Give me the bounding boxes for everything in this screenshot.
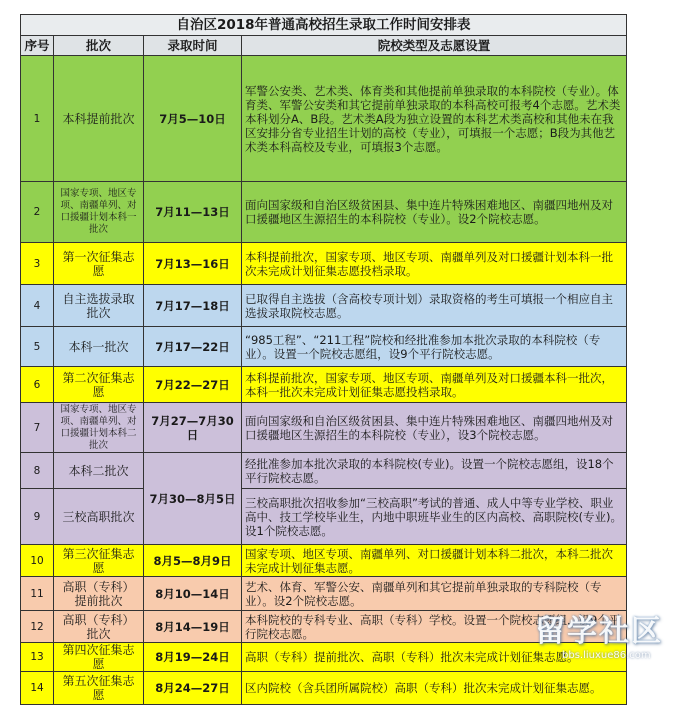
row-time: 7月13—16日 [144,243,242,285]
row-number: 10 [21,545,54,577]
schedule-table [20,14,627,705]
row-batch: 高职（专科）提前批次 [54,577,144,611]
row-description: 面向国家级和自治区级贫困县、集中连片特殊困难地区、南疆四地州及对口援疆地区生源招生的本科院校（专业），设3个院校志愿。 [242,403,627,453]
table-row [21,285,627,327]
row-batch: 第三次征集志愿 [54,545,144,577]
row-number: 3 [21,243,54,285]
row-time: 7月17—22日 [144,327,242,367]
row-description: 区内院校（含兵团所属院校）高职（专科）批次未完成计划征集志愿。 [242,672,627,705]
table-row [21,327,627,367]
row-time: 7月27—7月30日 [144,403,242,453]
row-number: 8 [21,453,54,489]
row-number: 1 [21,56,54,182]
watermark-url: bbs.liuxue86.com [562,650,651,661]
row-number: 7 [21,403,54,453]
row-batch: 本科一批次 [54,327,144,367]
table-row [21,182,627,243]
row-description: 已取得自主选拔（含高校专项计划）录取资格的考生可填报一个相应自主选拔录取院校志愿。 [242,285,627,327]
row-time: 8月14—19日 [144,611,242,643]
table-row [21,545,627,577]
table-row [21,672,627,705]
row-description: 面向国家级和自治区级贫困县、集中连片特殊困难地区、南疆四地州及对口援疆地区生源招生的本科院校（专业）。设2个院校志愿。 [242,182,627,243]
header-desc: 院校类型及志愿设置 [242,36,627,56]
row-number: 4 [21,285,54,327]
row-batch: 第二次征集志愿 [54,367,144,403]
row-batch: 自主选拔录取批次 [54,285,144,327]
row-number: 14 [21,672,54,705]
row-number: 9 [21,489,54,545]
row-number: 5 [21,327,54,367]
row-description: 三校高职批次招收参加“三校高职”考试的普通、成人中等专业学校、职业高中、技工学校毕业生，内地中职班毕业生的区内高校、高职院校(专业)。设1个院校志愿。 [242,489,627,545]
table-row [21,56,627,182]
table-row [21,489,627,545]
row-time: 8月19—24日 [144,643,242,672]
schedule-document [20,14,626,705]
row-description: 艺术、体育、军警公安、南疆单列和其它提前单独录取的专科院校（专业）。设2个院校志愿。 [242,577,627,611]
row-number: 2 [21,182,54,243]
row-time: 7月11—13日 [144,182,242,243]
row-time: 7月5—10日 [144,56,242,182]
row-description: 本科提前批次，国家专项、地区专项、南疆单列及对口援疆计划本科一批次未完成计划征集志愿投档录取。 [242,243,627,285]
table-row [21,453,627,489]
table-row [21,243,627,285]
row-description: 本科提前批次，国家专项、地区专项、南疆单列及对口援疆本科一批次，本科一批次未完成计划征集志愿投档录取。 [242,367,627,403]
header-batch: 批次 [54,36,144,56]
row-time: 7月22—27日 [144,367,242,403]
row-batch: 国家专项、地区专项、南疆单列、对口援疆计划本科一批次 [54,182,144,243]
row-batch: 国家专项、地区专项、南疆单列、对口援疆计划本科二批次 [54,403,144,453]
row-description: 国家专项、地区专项、南疆单列、对口援疆计划本科二批次，本科二批次未完成计划征集志愿。 [242,545,627,577]
row-time: 8月10—14日 [144,577,242,611]
row-description: 军警公安类、艺术类、体育类和其他提前单独录取的本科院校（专业）。体育类、军警公安类和其它提前单独录取的本科高校可报考4个志愿。艺术类本科划分A、B段。艺术类A段为独立设置的本科艺术类高校和其他未在我区安排分省专业招生计划的高校（专业），可填报一个志愿；B段为其他艺术类本科高校及专业，可填报3个志愿。 [242,56,627,182]
row-description: “985工程”、“211工程”院校和经批准参加本批次录取的本科院校（专业）。设置一个院校志愿组，设9个平行院校志愿。 [242,327,627,367]
row-description: 经批准参加本批次录取的本科院校(专业)。设置一个院校志愿组，设18个平行院校志愿。 [242,453,627,489]
row-number: 13 [21,643,54,672]
row-time: 8月24—27日 [144,672,242,705]
row-description: 本科院校的专科专业、高职（专科）学校。设置一个院校志愿组，设9个平行院校志愿。 [242,611,627,643]
row-time: 7月17—18日 [144,285,242,327]
row-time: 7月30—8月5日 [144,453,242,545]
row-batch: 三校高职批次 [54,489,144,545]
row-number: 12 [21,611,54,643]
watermark-logo-text: 留学社区 [535,614,663,649]
row-number: 6 [21,367,54,403]
row-description: 高职（专科）提前批次、高职（专科）批次未完成计划征集志愿。 [242,643,627,672]
header-time: 录取时间 [144,36,242,56]
table-row [21,403,627,453]
row-batch: 第四次征集志愿 [54,643,144,672]
row-batch: 本科提前批次 [54,56,144,182]
row-time: 8月5—8月9日 [144,545,242,577]
row-batch: 第一次征集志愿 [54,243,144,285]
header-no: 序号 [21,36,54,56]
row-batch: 高职（专科）批次 [54,611,144,643]
table-title: 自治区2018年普通高校招生录取工作时间安排表 [21,15,627,36]
row-batch: 本科二批次 [54,453,144,489]
table-row [21,367,627,403]
row-number: 11 [21,577,54,611]
row-batch: 第五次征集志愿 [54,672,144,705]
